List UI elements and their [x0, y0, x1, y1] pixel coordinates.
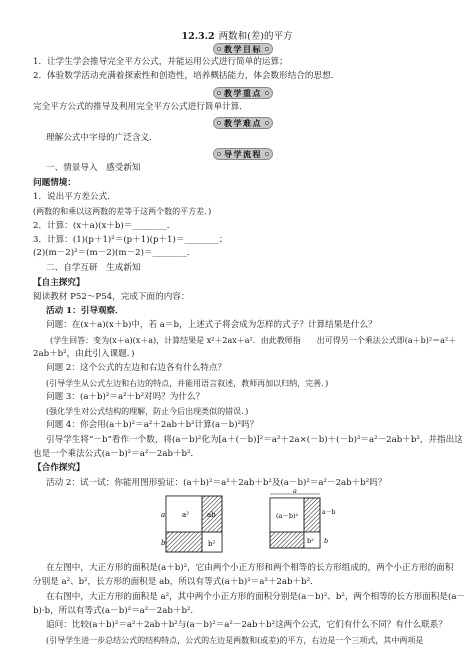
guide-line-1: 引导学生将“－b”看作一个数，将(a－b)²化为[a＋(－b)]²＝a²＋2a×(－b)＋(－b)²＝a²－2ab＋b²，并指出这	[46, 435, 463, 445]
cooperate-heading: 【合作探究】	[33, 463, 85, 473]
note-1a: (学生回答：变为(x＋a)(x＋a)，计算结果是 x²＋2ax＋a²．由此教师指 出可得另一个乘法公式即(a＋b)²＝a²＋	[50, 336, 457, 345]
question-3a: 3．计算：(1)(p＋1)²＝(p＋1)(p＋1)＝________；	[33, 235, 228, 245]
banner-key-points	[213, 87, 273, 99]
rect-ab-bottom	[166, 532, 202, 552]
label-b: b	[161, 539, 166, 547]
activity-1: 活动 1：引导观察．	[46, 306, 124, 316]
rect-bottom	[270, 532, 304, 548]
banner-difficulties	[213, 117, 273, 129]
banner-right-dot	[265, 152, 269, 156]
section-2-heading: 二、自学互研 生成新知	[46, 263, 141, 273]
question-observe: 问题：在(x＋a)(x＋b)中，若 a＝b，上述式子将会成为怎样的式子？计算结果是什么？	[46, 320, 377, 330]
banner-left-dot	[217, 91, 221, 95]
key-point-text: 完全平方公式的推导及利用完全平方公式进行简单计算．	[33, 102, 248, 112]
section-number: 12.3.2	[181, 31, 215, 42]
label-amb: a－b	[322, 509, 336, 516]
banner-left-dot	[217, 121, 221, 125]
banner-label: 导学流程	[224, 149, 262, 159]
banner-label: 教学重点	[224, 88, 262, 98]
question-2: 2．计算：(x＋a)(x＋b)＝________．	[33, 221, 176, 231]
goal-2: 2．体验数学活动充满着探索性和创造性，培养概括能力，体会数形结合的思想．	[33, 71, 340, 81]
self-explore-heading: 【自主探究】	[33, 278, 85, 288]
label-b2: b²	[208, 540, 216, 548]
problem-2: 问题 2：这个公式的左边和右边各有什么特点？	[46, 363, 227, 373]
banner-right-dot	[265, 91, 269, 95]
label-b: b	[324, 537, 329, 545]
figure-difference-square	[262, 487, 336, 554]
problem-4: 问题 4：你会用(a＋b)²＝a²＋2ab＋b²计算(a－b)²吗？	[46, 420, 259, 430]
banner-label: 教学目标	[224, 44, 262, 54]
problem-3: 问题 3：(a＋b)²＝a²＋b²对吗？为什么？	[46, 392, 205, 402]
banner-goals	[213, 43, 273, 55]
banner-left-dot	[217, 152, 221, 156]
note-1b: 2ab＋b²，由此引入课题．)	[33, 349, 135, 359]
note-3: (强化学生对公式结构的理解，防止今后出现类似的错误．)	[46, 407, 249, 416]
right-figure-explain-2: b)·b，所以有等式(a－b)²＝a²－2ab＋b²．	[33, 606, 200, 616]
section-title: 两数和(差)的平方	[218, 31, 293, 42]
page-title	[0, 28, 474, 42]
guide-line-2: 也是一个乘法公式(a－b)²＝a²－2ab＋b²．	[33, 449, 200, 459]
figure-sum-square	[160, 490, 232, 554]
banner-left-dot	[217, 47, 221, 51]
left-figure-explain-1: 在左图中，大正方形的面积是(a＋b)²，它由两个小正方形和两个相等的长方形组成的，两个小正方形的面积	[46, 563, 454, 573]
goal-1: 1．让学生学会推导完全平方公式，并能运用公式进行简单的运算；	[33, 57, 288, 67]
label-a: a	[293, 487, 297, 495]
banner-right-dot	[265, 121, 269, 125]
question-3b: (2)(m－2)²＝(m－2)(m－2)＝________．	[33, 248, 196, 258]
activity-2: 活动 2：试一试：你能用图形验证：(a＋b)²＝a²＋2ab＋b²及(a－b)²＝a²－2ab＋b²吗？	[46, 478, 387, 488]
follow-up-question: 追问：比较(a＋b)²＝a²＋2ab＋b²与(a－b)²＝a²－2ab＋b²这两个公式，它们有什么不同？有什么联系？	[46, 620, 447, 630]
banner-process	[213, 148, 273, 160]
left-figure-explain-2: 分别是 a²、b²，长方形的面积是 ab，所以有等式(a＋b)²＝a²＋2ab＋b²．	[33, 577, 319, 587]
reading-instruction: 阅读教材 P52～P54，完成下面的内容：	[33, 292, 190, 302]
rect-top	[304, 498, 320, 532]
label-amb2: (a－b)²	[276, 512, 299, 520]
situation-heading: 问题情境：	[33, 178, 76, 188]
label-a: a	[161, 511, 166, 519]
question-1-note: (两数的和乘以这两数的差等于这两个数的平方差．)	[33, 207, 212, 216]
question-1: 1．说出平方差公式．	[33, 192, 116, 202]
label-b2: b²	[307, 537, 314, 545]
label-ab: ab	[207, 511, 216, 519]
section-1-heading: 一、情景导入 感受新知	[46, 163, 141, 173]
difficulty-text: 理解公式中字母的广泛含义．	[46, 133, 158, 143]
label-a2: a²	[182, 511, 189, 519]
right-figure-explain-1: 在右图中，大正方形的面积是 a²，其中两个小正方形的面积分别是(a－b)²、b²，两个相等的长方形面积是(a－	[46, 592, 466, 602]
summary-note: (引导学生进一步总结公式的结构特点，公式的左边是两数和(或差)的平方，右边是一个三项式，其中两项是	[46, 636, 424, 645]
note-2: (引导学生从公式左边和右边的特点，并能用语言叙述，教师再加以归纳，完善．)	[46, 379, 329, 388]
banner-right-dot	[265, 47, 269, 51]
banner-label: 教学难点	[224, 118, 262, 128]
